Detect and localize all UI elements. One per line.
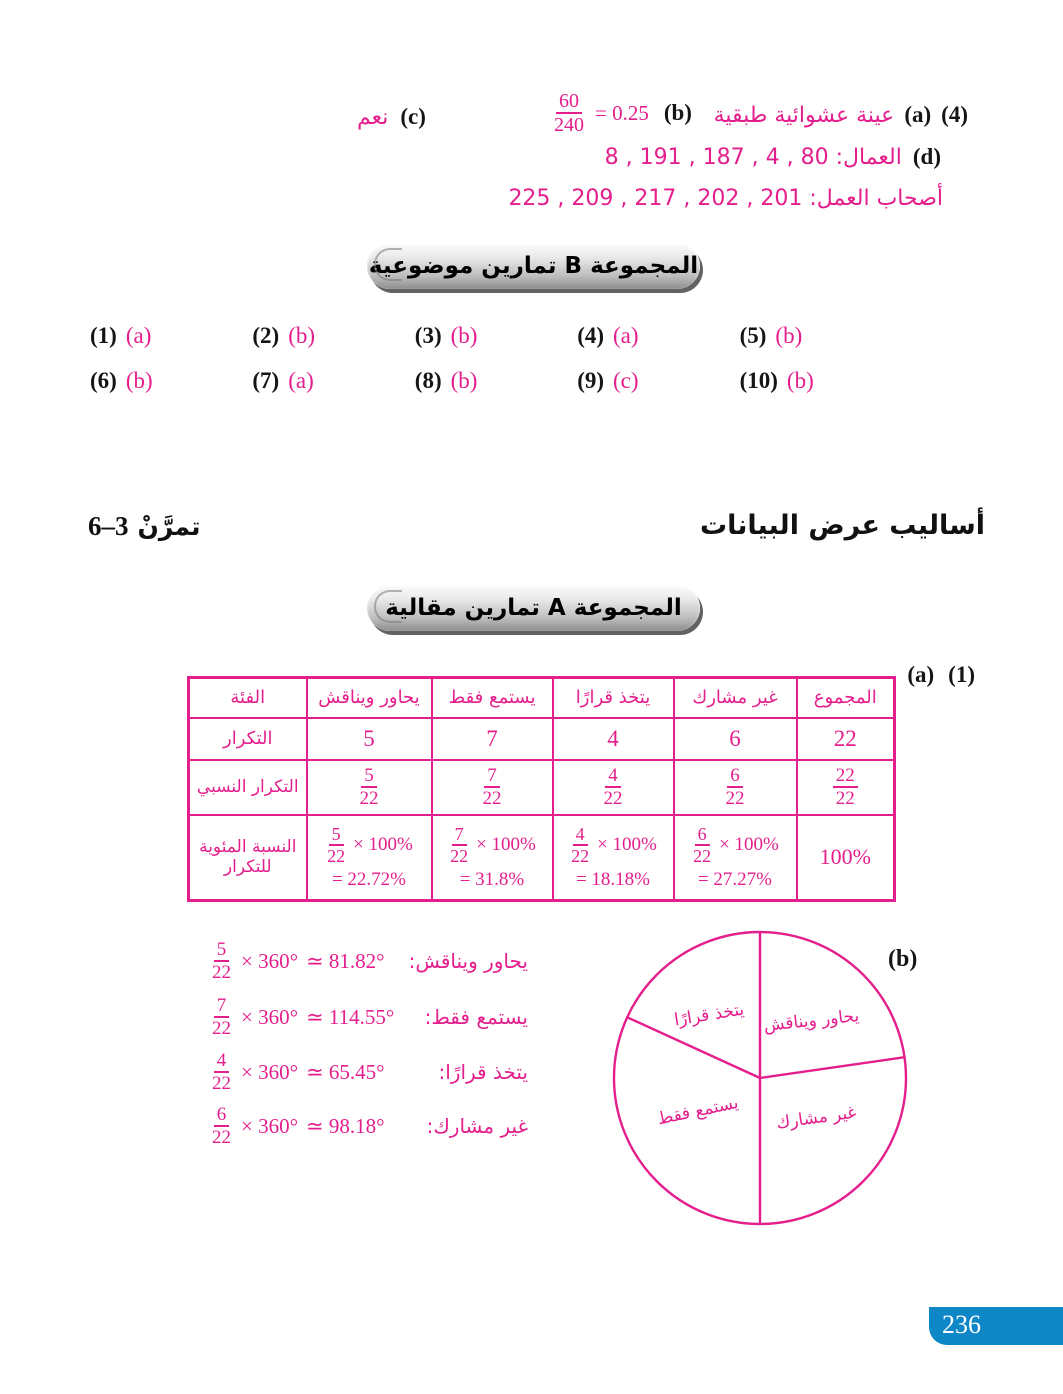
mcq-item-6: (6) (b) bbox=[90, 368, 153, 393]
exercise-label bbox=[88, 511, 201, 542]
angle-label: يتخذ قرارًا: bbox=[438, 1060, 528, 1084]
page-number-badge bbox=[929, 1307, 1063, 1345]
table-row-relative-frequency bbox=[189, 760, 895, 815]
header-listens: يستمع فقط bbox=[432, 678, 553, 718]
header-category: الفئة bbox=[189, 678, 307, 718]
pie-label-decides: يتخذ قرارًا bbox=[672, 999, 746, 1031]
table-row-percentage bbox=[189, 815, 895, 901]
exercise-number: 6–3 bbox=[88, 511, 129, 541]
pct-cell: $\frac{5}{22}$ × 100% = 22.72% bbox=[327, 823, 413, 890]
mcq-item-8: (8) (b) bbox=[414, 368, 478, 393]
banner-group-b-label: المجموعة B تمارين موضوعية bbox=[368, 253, 699, 279]
fraction: $\frac{22}{22}$ bbox=[833, 765, 858, 810]
exercise-word: تمرَّنْ bbox=[137, 512, 201, 541]
q4d-marker: (d) bbox=[912, 144, 941, 169]
freq-row-label: التكرار bbox=[189, 718, 307, 760]
header-decides: يتخذ قرارًا bbox=[553, 678, 674, 718]
q4d-employers-text: أصحاب العمل: 201 , 202 , 217 , 209 , 225 bbox=[508, 186, 943, 211]
header-discusses: يحاور ويناقش bbox=[307, 678, 432, 718]
angle-formula: $\frac{4}{22}$ × 360° ≃ 65.45° bbox=[212, 1049, 385, 1094]
q4-number: (4) bbox=[941, 102, 968, 127]
pct-row-label: النسبة المئوية للتكرار bbox=[189, 815, 307, 901]
answer-q4-line1 bbox=[714, 102, 968, 128]
pct-cell: $\frac{7}{22}$ × 100% = 31.8% bbox=[450, 823, 536, 890]
angle-label: غير مشارك: bbox=[426, 1114, 528, 1138]
fraction: $\frac{6}{22}$ bbox=[725, 764, 745, 809]
pie-label-listens: يستمع فقط bbox=[655, 1092, 741, 1130]
mcq-item-1: (1) (a) bbox=[90, 323, 152, 348]
pct-cell: $\frac{6}{22}$ × 100% = 27.27% bbox=[693, 823, 779, 890]
banner-group-b bbox=[367, 243, 700, 289]
angle-row-nonparticipant bbox=[210, 1101, 528, 1151]
pie-divider-right bbox=[760, 1057, 905, 1078]
angle-row-listens bbox=[210, 992, 528, 1042]
part-b-marker: (b) bbox=[888, 946, 918, 972]
mcq-answer-grid bbox=[90, 323, 902, 394]
mcq-item-5: (5) (b) bbox=[739, 323, 803, 348]
banner-group-a bbox=[367, 585, 700, 631]
banner-group-a-label: المجموعة A تمارين مقالية bbox=[385, 595, 682, 621]
pct-cell: $\frac{4}{22}$ × 100% = 18.18% bbox=[571, 823, 657, 890]
table-row-frequency: التكرار 5 7 4 6 22 bbox=[189, 718, 895, 760]
fraction: $\frac{7}{22}$ bbox=[482, 764, 502, 809]
mcq-item-10: (10) (b) bbox=[739, 368, 814, 393]
answer-q4d-line2 bbox=[508, 186, 943, 211]
q1a-marker-group bbox=[907, 662, 975, 688]
q1-part-marker: (a) bbox=[907, 662, 935, 687]
q4d-workers-text: العمال: 80 , 4 , 187 , 191 , 8 bbox=[604, 144, 902, 170]
angle-formula: $\frac{7}{22}$ × 360° ≃ 114.55° bbox=[212, 994, 395, 1039]
angle-formula: $\frac{6}{22}$ × 360° ≃ 98.18° bbox=[212, 1103, 385, 1148]
header-nonparticipant: غير مشارك bbox=[674, 678, 797, 718]
fraction: $\frac{5}{22}$ bbox=[359, 764, 379, 809]
rel-row-label: التكرار النسبي bbox=[189, 760, 307, 815]
q4c-marker: (c) bbox=[400, 104, 426, 129]
q4b-equals: = 0.25 bbox=[595, 100, 649, 125]
frequency-table bbox=[187, 676, 896, 902]
mcq-item-9: (9) (c) bbox=[577, 368, 639, 393]
q4b-marker: (b) bbox=[663, 100, 692, 126]
mcq-item-3: (3) (b) bbox=[414, 323, 478, 348]
pct-total-cell: 100% bbox=[797, 815, 895, 901]
pie-label-nonparticipant: غير مشارك bbox=[775, 1102, 858, 1134]
q4a-marker: (a) bbox=[904, 102, 932, 127]
fraction-60-240: $\frac{60}{240}$ bbox=[554, 90, 584, 137]
angle-label: يحاور ويناقش: bbox=[408, 949, 528, 973]
q4a-answer-text: عينة عشوائية طبقية bbox=[713, 102, 895, 128]
angle-row-decides bbox=[210, 1047, 528, 1097]
angle-row-discusses bbox=[210, 936, 528, 986]
page-number: 236 bbox=[942, 1310, 981, 1339]
pie-chart bbox=[608, 926, 912, 1230]
answer-q4d-line1 bbox=[605, 144, 941, 170]
header-total: المجموع bbox=[797, 678, 895, 718]
section-title: أساليب عرض البيانات bbox=[699, 510, 985, 541]
angle-label: يستمع فقط: bbox=[424, 1005, 528, 1029]
table-header-row bbox=[189, 678, 895, 718]
mcq-item-4: (4) (a) bbox=[577, 323, 639, 348]
mcq-item-7: (7) (a) bbox=[252, 368, 314, 393]
pie-label-discusses: يحاور ويناقش bbox=[762, 1006, 861, 1036]
answer-q4b bbox=[552, 90, 692, 137]
q1-number-marker: (1) bbox=[948, 662, 975, 687]
mcq-item-2: (2) (b) bbox=[252, 323, 316, 348]
angle-formula: $\frac{5}{22}$ × 360° ≃ 81.82° bbox=[212, 938, 385, 983]
q4c-answer-text: نعم bbox=[357, 104, 389, 130]
answer-q4c bbox=[357, 104, 426, 130]
fraction: $\frac{4}{22}$ bbox=[603, 764, 623, 809]
